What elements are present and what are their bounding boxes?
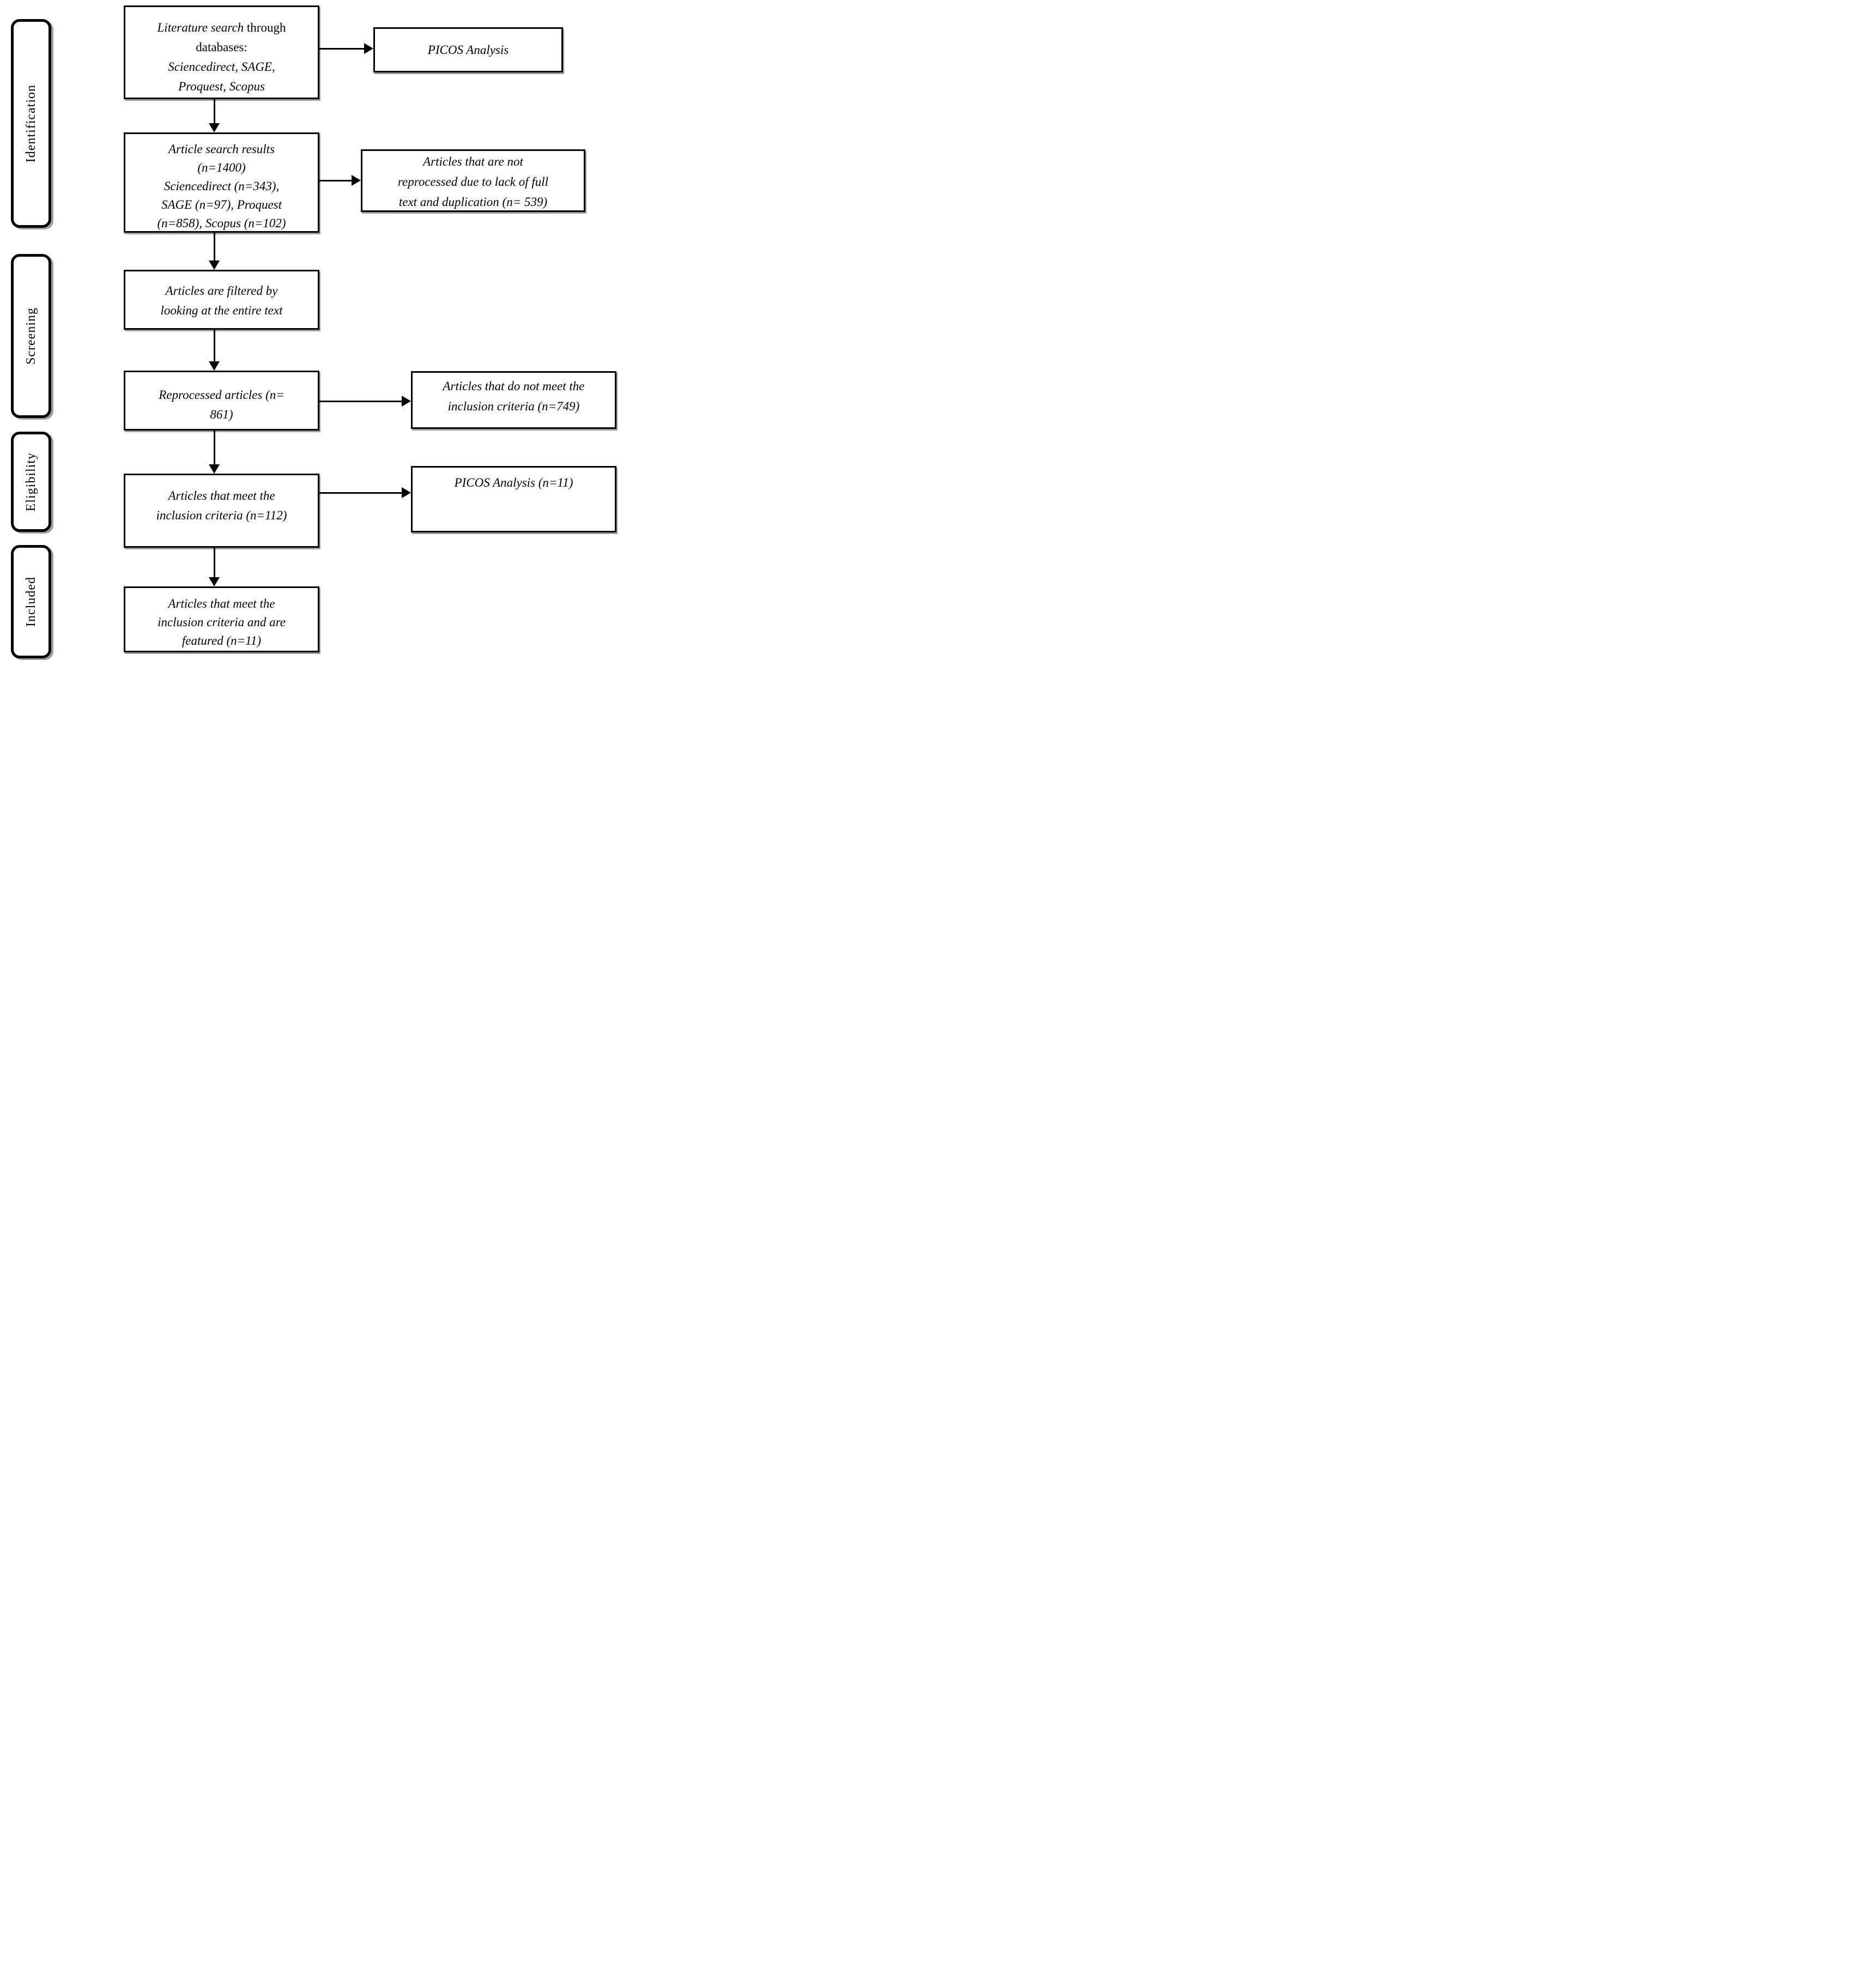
arrow-right-2-line [319,180,352,181]
arrow-down-icon [209,361,220,371]
arrow-right-3-line [319,401,402,402]
stage-box-screening [11,254,51,418]
arrow-right-1-line [319,48,365,50]
flow-box-reprocessed-articles-text: Reprocessed articles (n= 861) [159,388,285,421]
arrow-down-5-line [214,548,215,578]
flow-box-article-search-results [124,132,319,233]
side-box-not-reprocessed [361,149,585,212]
side-box-picos-analysis-n11 [411,466,616,532]
flow-box-full-text-filter-text: Articles are filtered by looking at the entire text [160,284,283,317]
arrow-down-icon [209,464,220,474]
arrow-down-2-line [214,233,215,261]
flow-box-literature-search-text: Literature search through databases: Sciencedirect, SAGE, Proquest, Scopus [157,21,286,93]
side-box-not-meet-criteria-text: Articles that do not meet the inclusion criteria (n=749) [443,379,585,413]
arrow-right-icon [352,175,361,186]
stage-label-identification: Identification [23,84,38,163]
arrow-down-1-line [214,99,215,124]
stage-label-eligibility: Eligibility [23,452,38,512]
side-box-not-meet-criteria [411,371,616,429]
arrow-down-icon [209,577,220,586]
prisma-flow-diagram [0,0,626,662]
stage-box-eligibility [11,432,51,532]
stage-label-screening: Screening [23,307,38,365]
arrow-down-4-line [214,431,215,465]
flow-box-article-search-results-text: Article search results (n=1400) Sciencedirect (n=343), SAGE (n=97), Proquest (n=858), Scopus (n=102) [157,142,286,230]
side-box-picos-analysis-text: PICOS Analysis [427,43,509,57]
flow-box-full-text-filter [124,270,319,330]
side-box-picos-analysis [373,27,563,72]
flow-box-included-featured-text: Articles that meet the inclusion criteria and are featured (n=11) [158,597,286,647]
stage-label-included: Included [23,577,38,627]
stage-box-identification [11,19,51,228]
flow-box-literature-search [124,5,319,99]
arrow-down-3-line [214,330,215,362]
flow-box-meet-inclusion-criteria [124,474,319,548]
side-box-picos-analysis-n11-text: PICOS Analysis (n=11) [454,476,573,489]
arrow-right-icon [402,487,411,498]
arrow-down-icon [209,123,220,132]
side-box-not-reprocessed-text: Articles that are not reprocessed due to lack of full text and duplication (n= 539) [397,155,549,209]
arrow-right-icon [402,396,411,407]
stage-box-included [11,545,51,658]
flow-box-reprocessed-articles [124,371,319,431]
arrow-right-icon [364,43,373,54]
arrow-down-icon [209,261,220,270]
arrow-right-4-line [319,492,402,494]
flow-box-included-featured [124,586,319,652]
flow-box-meet-inclusion-criteria-text: Articles that meet the inclusion criteria (n=112) [156,489,287,522]
